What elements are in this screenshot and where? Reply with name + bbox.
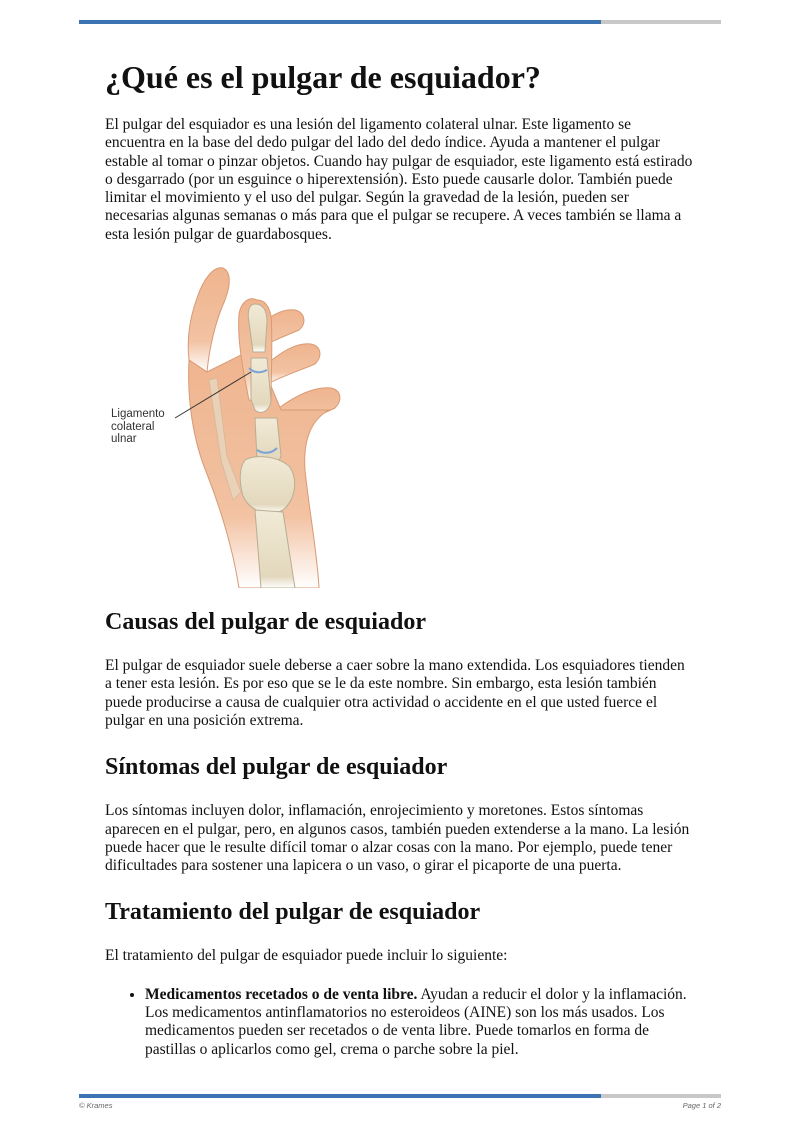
causes-heading: Causas del pulgar de esquiador (105, 609, 426, 636)
list-item-text: Ayudan a reducir el dolor y la inflamación. Los medicamentos antinflamatorios no esteroideos (AINE) son los más usados. Los medicamentos pueden ser recetados o de venta libre. Puede tomarlos en forma de pastillas o aplicarlos como gel, crema o parche sobre la piel. (145, 985, 687, 1058)
treatment-section (105, 897, 695, 1058)
footer-copyright: © Krames (79, 1101, 113, 1110)
ligament-label-line-3: ulnar (111, 433, 137, 446)
bottom-rule-rest (601, 1094, 721, 1098)
ligament-label (111, 408, 191, 446)
intro-paragraph: El pulgar del esquiador es una lesión del ligamento colateral ulnar. Este ligamento se encuentra en la base del dedo pulgar del lado del dedo índice. Ayuda a mantener el pulgar estable al tomar o pinzar objetos. Cuando hay pulgar de esquiador, este ligamento está estirado o desgarrado (por un esguince o hiperextensión). Esto puede causarle dolor. También puede limitar el movimiento y el uso del pulgar. Según la gravedad de la lesión, pueden ser necesarias algunas semanas o más para que el pulgar se recupere. A veces también se llama a esta lesión pulgar de guardabosques. (105, 116, 693, 243)
bottom-rule-accent (79, 1094, 601, 1098)
ligament-label-line-1: Ligamento (111, 408, 165, 421)
treatment-list (105, 986, 695, 1059)
thumb-anatomy-figure (105, 260, 365, 588)
symptoms-section (105, 752, 695, 875)
symptoms-paragraph: Los síntomas incluyen dolor, inflamación, enrojecimiento y moretones. Estos síntomas aparecen en el pulgar, pero, en algunos casos, también pueden extenderse a la mano. La lesión puede hacer que le resulte difícil tomar o alzar cosas con la mano. Por ejemplo, puede tener dificultades para sostener una lapicera o un vaso, o girar el picaporte de una puerta. (105, 802, 690, 875)
top-rule (79, 20, 721, 24)
document-body (105, 58, 695, 1059)
treatment-intro: El tratamiento del pulgar de esquiador puede incluir lo siguiente: (105, 947, 508, 965)
ligament-label-line-2: colateral (111, 420, 155, 433)
treatment-heading: Tratamiento del pulgar de esquiador (105, 899, 481, 926)
bottom-rule (79, 1094, 721, 1098)
top-rule-accent (79, 20, 601, 24)
causes-paragraph: El pulgar de esquiador suele deberse a caer sobre la mano extendida. Los esquiadores tienden a tener esta lesión. Es por eso que se le da este nombre. Sin embargo, esta lesión también puede producirse a causa de cualquier otra actividad o accidente en el que usted fuerce el pulgar en una posición extrema. (105, 657, 685, 729)
footer-page-number: Page 1 of 2 (682, 1101, 721, 1110)
page-title: ¿Qué es el pulgar de esquiador? (105, 59, 541, 95)
list-item-bold: Medicamentos recetados o de venta libre. (145, 985, 418, 1003)
symptoms-heading: Síntomas del pulgar de esquiador (105, 754, 448, 781)
list-item (145, 986, 695, 1059)
top-rule-rest (601, 20, 721, 24)
